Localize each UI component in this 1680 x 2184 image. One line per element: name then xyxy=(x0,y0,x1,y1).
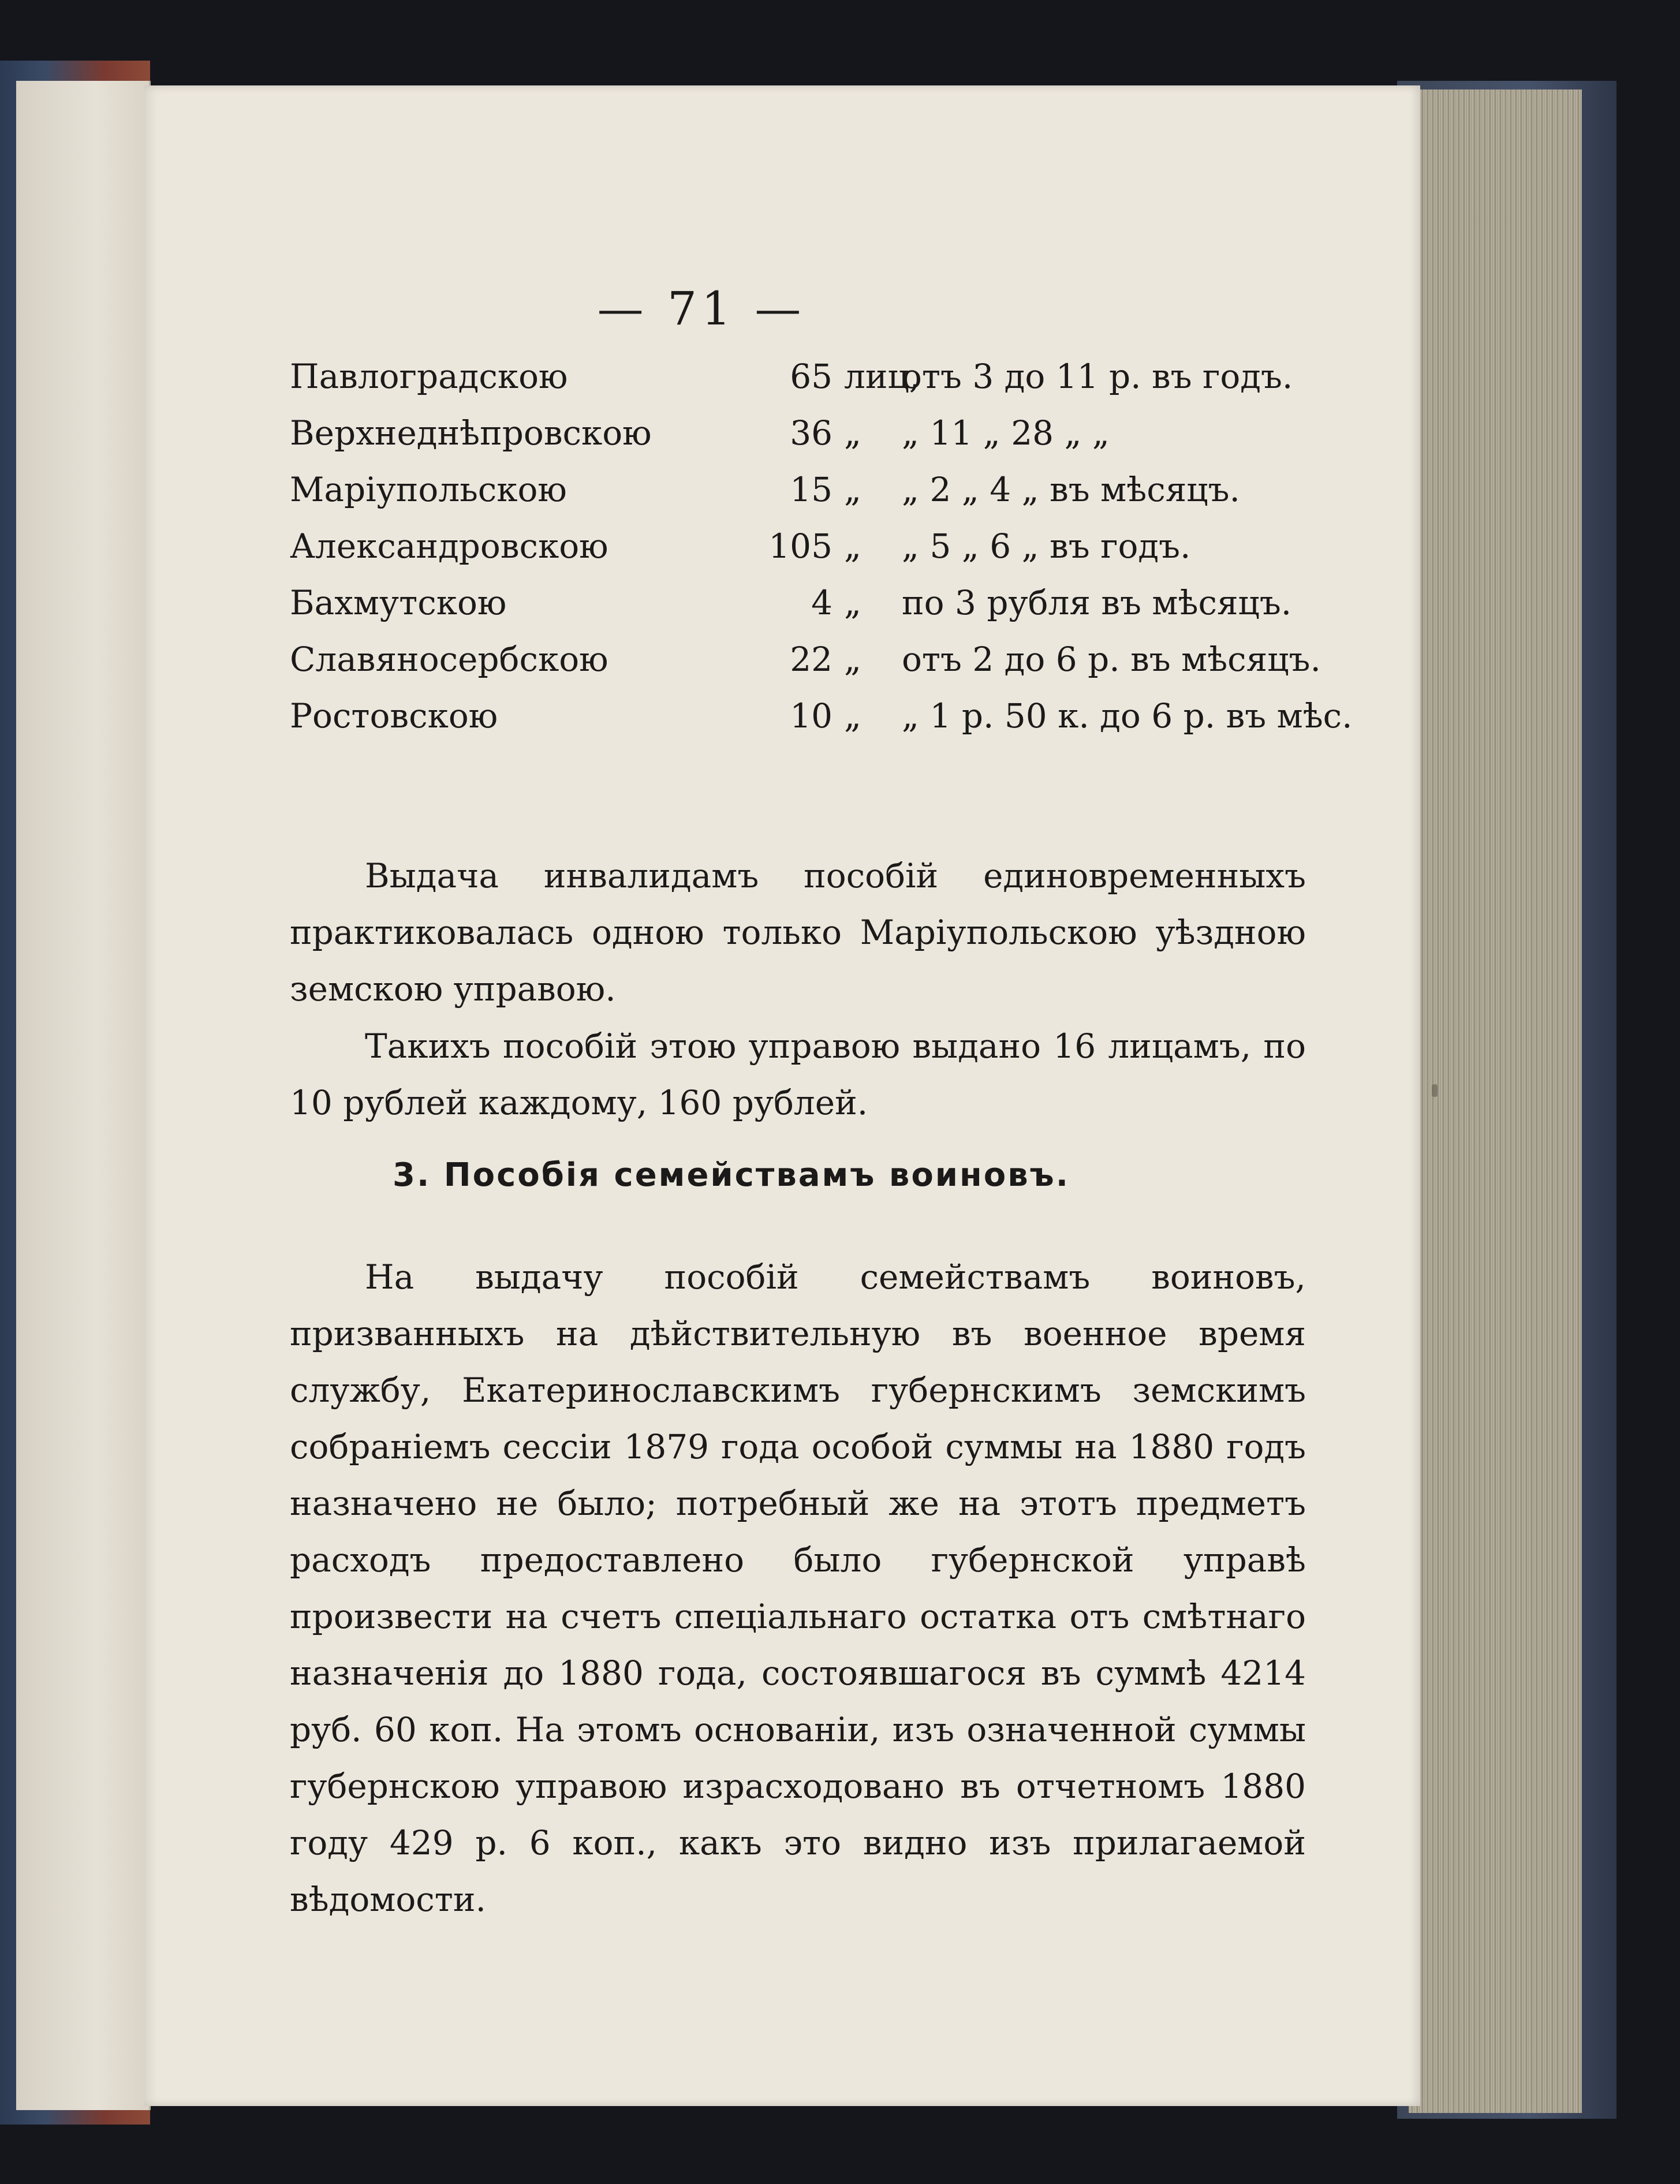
ledger-row xyxy=(290,631,1321,688)
ledger-row xyxy=(290,574,1317,631)
left-page-edge xyxy=(16,81,151,2110)
district-name: Александровскою xyxy=(290,527,608,566)
count-unit: „ xyxy=(844,640,862,679)
person-count: 36 xyxy=(790,413,832,453)
payment-rate: отъ 3 до 11 р. въ годъ. xyxy=(902,357,1293,396)
count-unit: „ xyxy=(844,470,862,509)
district-name: Павлоградскою xyxy=(290,357,568,396)
district-name: Славяносербскою xyxy=(290,640,608,679)
paragraph-aid-total xyxy=(290,1018,1306,1131)
ledger-row xyxy=(290,688,1353,744)
person-count: 10 xyxy=(790,696,832,736)
person-count: 4 xyxy=(811,583,832,622)
ledger-row xyxy=(290,518,1317,574)
person-count: 22 xyxy=(790,640,832,679)
district-name: Маріупольскою xyxy=(290,470,567,509)
count-unit: „ xyxy=(844,583,862,622)
person-count: 65 xyxy=(790,357,832,396)
payment-rate: „ 1 р. 50 к. до 6 р. въ мѣс. xyxy=(902,696,1353,736)
payment-rate: отъ 2 до 6 р. въ мѣсяцъ. xyxy=(902,640,1321,679)
paragraph-text: На выдачу пособій семействамъ воиновъ, призванныхъ на дѣйствительную въ военное время службу, Екатеринославскимъ губернскимъ земскимъ собраніемъ сессіи 1879 года особой суммы на 1880 годъ назначено не было; потребный же на этотъ предметъ расходъ предоставлено было губернской управѣ произвести на счетъ спеціальнаго остатка отъ смѣтнаго назначенія до 1880 года, состоявшагося въ суммѣ 4214 руб. 60 коп. На этомъ основаніи, изъ означенной суммы губернскою управою израсходовано въ отчетномъ 1880 году 429 р. 6 коп., какъ это видно изъ прилагаемой вѣдомости. xyxy=(290,1257,1306,1919)
district-name: Верхнеднѣпровскою xyxy=(290,413,652,453)
count-unit: лиц, xyxy=(844,357,920,396)
book-page xyxy=(144,85,1420,2106)
ink-speck xyxy=(1432,1084,1438,1097)
person-count: 15 xyxy=(790,470,832,509)
count-unit: „ xyxy=(844,527,862,566)
section-heading: 3. Пособія семействамъ воиновъ. xyxy=(393,1156,1070,1194)
paragraph-text: Такихъ пособій этою управою выдано 16 лицамъ, по 10 рублей каждому, 160 рублей. xyxy=(290,1026,1306,1122)
paragraph-text: Выдача инвалидамъ пособій единовременныхъ практиковалась одною только Маріупольскою уѣздною земскою управою. xyxy=(290,856,1306,1009)
paragraph-family-aid xyxy=(290,1249,1306,1928)
payment-rate: „ 11 „ 28 „ „ xyxy=(902,413,1110,453)
count-unit: „ xyxy=(844,696,862,736)
ledger-row xyxy=(290,405,1317,461)
payment-rate: по 3 рубля въ мѣсяцъ. xyxy=(902,583,1292,622)
count-unit: „ xyxy=(844,413,862,453)
page-block-edges xyxy=(1409,89,1582,2113)
ledger-row xyxy=(290,348,1317,405)
paragraph-invalid-aid xyxy=(290,848,1306,1017)
payment-rate: „ 2 „ 4 „ въ мѣсяцъ. xyxy=(902,470,1240,509)
district-name: Бахмутскою xyxy=(290,583,507,622)
payment-rate: „ 5 „ 6 „ въ годъ. xyxy=(902,527,1191,566)
district-name: Ростовскою xyxy=(290,696,498,736)
ledger-row xyxy=(290,461,1317,518)
person-count: 105 xyxy=(768,527,832,566)
page-number: — 71 — xyxy=(597,282,806,335)
district-ledger xyxy=(290,348,1353,744)
